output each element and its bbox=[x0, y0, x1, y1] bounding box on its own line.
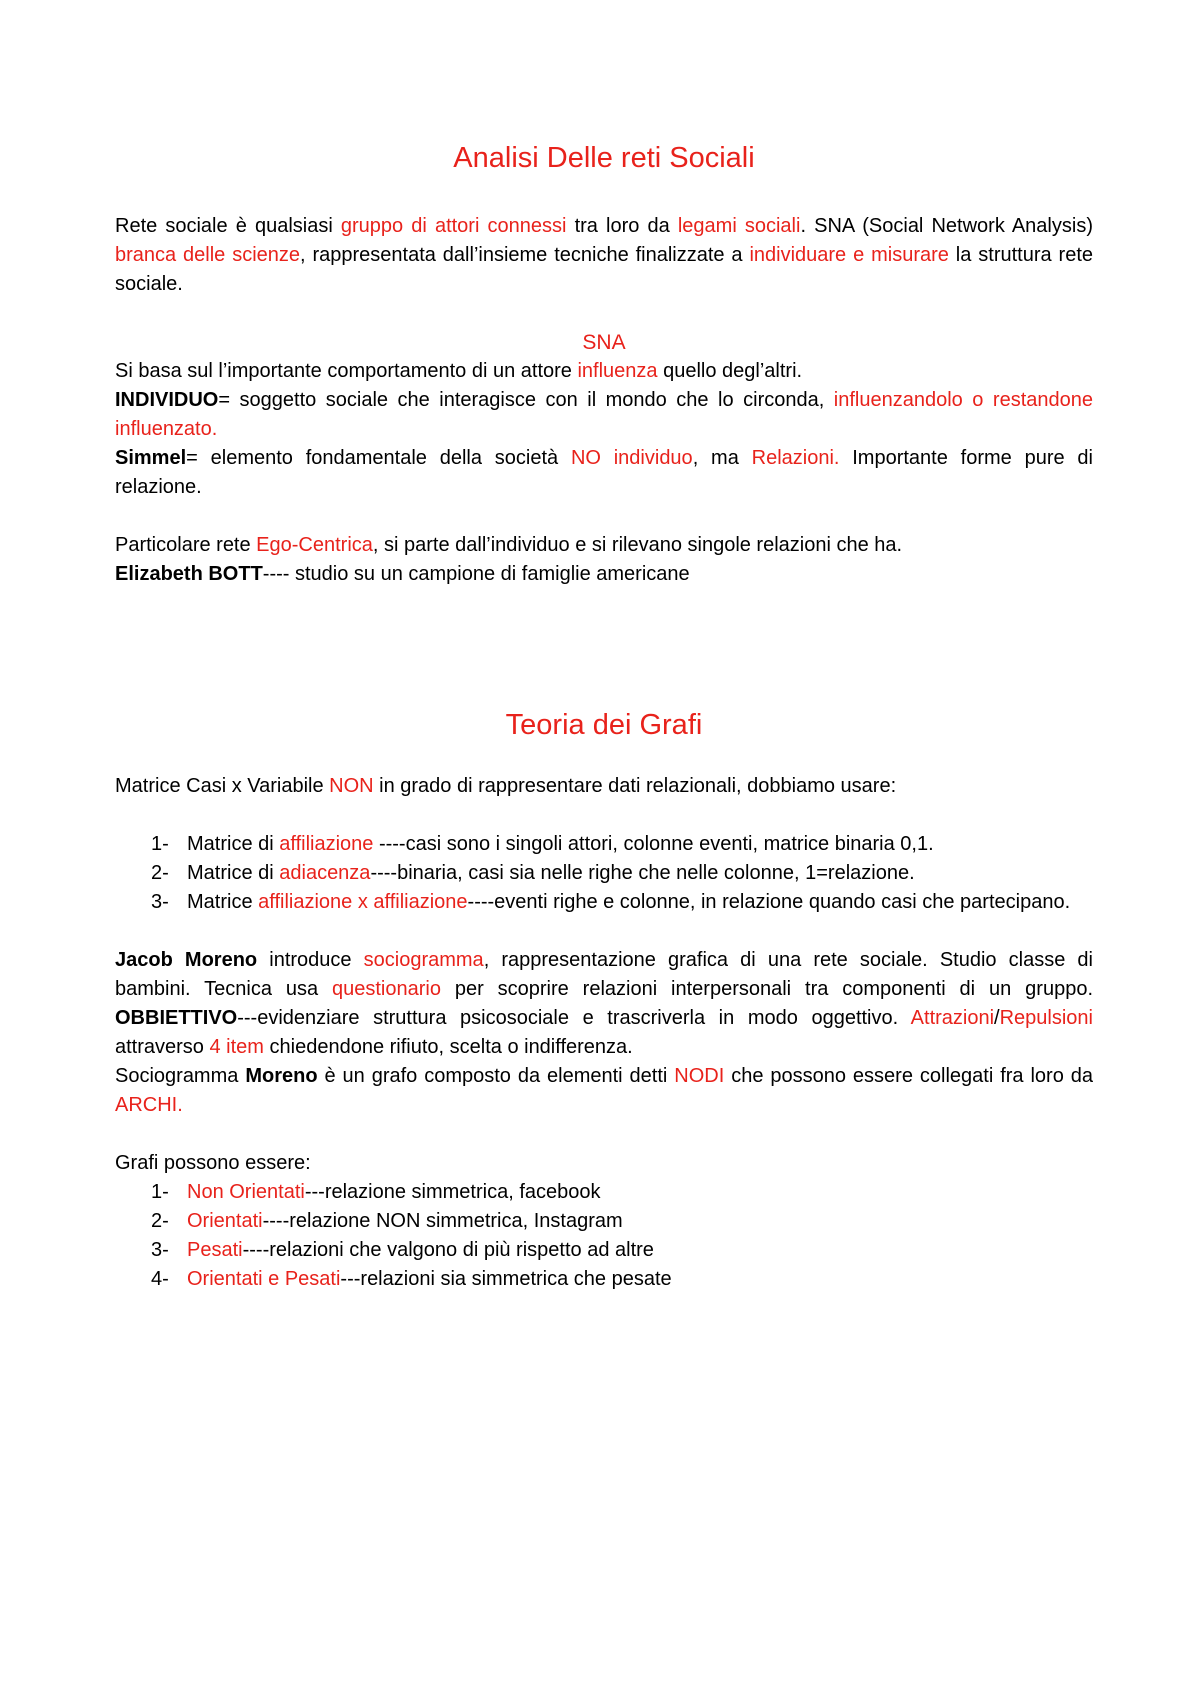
text-run: Particolare rete bbox=[115, 534, 257, 556]
bold-run: Elizabeth BOTT bbox=[115, 563, 263, 585]
bold-run: Jacob Moreno bbox=[115, 949, 258, 971]
text-run: Rete sociale è qualsiasi bbox=[115, 215, 341, 237]
text-run: attraverso bbox=[115, 1036, 210, 1058]
text-run: . SNA (Social Network Analysis) bbox=[800, 215, 1093, 237]
list-item bbox=[115, 1236, 1093, 1265]
highlight-run: Non Orientati bbox=[187, 1181, 305, 1203]
text-run: quello degl’altri. bbox=[657, 360, 803, 382]
list-number: 4- bbox=[151, 1268, 169, 1290]
list-number: 2- bbox=[151, 862, 169, 884]
highlight-run: Attrazioni bbox=[910, 1007, 995, 1029]
highlight-run: NODI bbox=[674, 1065, 725, 1087]
highlight-run: branca delle scienze bbox=[115, 244, 301, 266]
text-run: Matrice Casi x Variabile bbox=[115, 775, 330, 797]
highlight-run: Orientati e Pesati bbox=[187, 1268, 341, 1290]
highlight-run: adiacenza bbox=[279, 862, 371, 884]
text-run: / bbox=[994, 1007, 1000, 1029]
highlight-run: Ego-Centrica bbox=[256, 534, 373, 556]
text-run: ---evidenziare struttura psicosociale e trascriverla in modo oggettivo. bbox=[237, 1007, 911, 1029]
text-run: ---relazioni sia simmetrica che pesate bbox=[340, 1268, 672, 1290]
heading-sna: SNA bbox=[582, 331, 626, 354]
highlight-run: influenza bbox=[577, 360, 658, 382]
matrici-list bbox=[115, 830, 1093, 917]
sna-line-ego-centrica bbox=[115, 531, 1093, 560]
text-run: introduce bbox=[257, 949, 364, 971]
text-run: chiedendone rifiuto, scelta o indifferenza. bbox=[263, 1036, 633, 1058]
text-run: , rappresentata dall’insieme tecniche finalizzate a bbox=[300, 244, 750, 266]
highlight-run: 4 item bbox=[209, 1036, 264, 1058]
highlight-run: legami sociali bbox=[677, 215, 801, 237]
highlight-run: sociogramma bbox=[363, 949, 484, 971]
text-run: per scoprire relazioni interpersonali tra componenti di un gruppo. bbox=[440, 978, 1093, 1000]
highlight-run: NO individuo bbox=[570, 447, 693, 469]
paragraph-rete-sociale bbox=[115, 212, 1093, 299]
text-run: la struttura rete sociale. bbox=[115, 244, 1093, 295]
text-run: ----binaria, casi sia nelle righe che nelle colonne, 1=relazione. bbox=[370, 862, 915, 884]
highlight-run: gruppo di attori connessi bbox=[340, 215, 567, 237]
highlight-run: individuare e misurare bbox=[749, 244, 949, 266]
title-analisi: Analisi Delle reti Sociali bbox=[453, 142, 755, 174]
text-run: ----relazioni che valgono di più rispetto ad altre bbox=[242, 1239, 654, 1261]
list-number: 1- bbox=[151, 1181, 169, 1203]
highlight-run: affiliazione x affiliazione bbox=[258, 891, 468, 913]
text-run: = elemento fondamentale della società bbox=[186, 447, 571, 469]
spacer bbox=[115, 589, 1093, 707]
sna-line-1 bbox=[115, 357, 1093, 386]
spacer bbox=[115, 1120, 1093, 1149]
text-run: Importante forme pure di relazione. bbox=[115, 447, 1093, 498]
text-run: che possono essere collegati fra loro da bbox=[724, 1065, 1093, 1087]
text-run: , ma bbox=[692, 447, 752, 469]
text-run: in grado di rappresentare dati relazionali, dobbiamo usare: bbox=[373, 775, 897, 797]
list-number: 3- bbox=[151, 891, 169, 913]
text-run: ---- studio su un campione di famiglie americane bbox=[262, 563, 690, 585]
list-item bbox=[115, 1207, 1093, 1236]
bold-run: INDIVIDUO bbox=[115, 389, 219, 411]
grafi-list bbox=[115, 1178, 1093, 1294]
highlight-run: Relazioni. bbox=[751, 447, 840, 469]
text-run: ---relazione simmetrica, facebook bbox=[304, 1181, 601, 1203]
spacer bbox=[115, 299, 1093, 328]
list-item bbox=[115, 888, 1093, 917]
highlight-run: NON bbox=[329, 775, 374, 797]
text-run: = soggetto sociale che interagisce con il mondo che lo circonda, bbox=[218, 389, 834, 411]
bold-run: Simmel bbox=[115, 447, 187, 469]
bold-run: OBBIETTIVO bbox=[115, 1007, 238, 1029]
highlight-run: questionario bbox=[331, 978, 441, 1000]
text-run: , si parte dall’individuo e si rilevano singole relazioni che ha. bbox=[372, 534, 903, 556]
paragraph-matrice-intro bbox=[115, 772, 1093, 801]
list-item bbox=[115, 830, 1093, 859]
list-item bbox=[115, 859, 1093, 888]
highlight-run: ARCHI. bbox=[115, 1094, 183, 1116]
text-run: Matrice di bbox=[187, 833, 280, 855]
text-run: ----relazione NON simmetrica, Instagram bbox=[262, 1210, 623, 1232]
list-number: 2- bbox=[151, 1210, 169, 1232]
list-item bbox=[115, 1178, 1093, 1207]
list-item bbox=[115, 1265, 1093, 1294]
text-run: Matrice bbox=[187, 891, 259, 913]
spacer bbox=[115, 917, 1093, 946]
text-run: , rappresentazione grafica di una rete sociale. Studio classe di bambini. Tecnica usa bbox=[115, 949, 1094, 1000]
spacer bbox=[115, 502, 1093, 531]
text-run: ----casi sono i singoli attori, colonne eventi, matrice binaria 0,1. bbox=[373, 833, 934, 855]
sna-line-simmel bbox=[115, 444, 1093, 502]
text-run: Si basa sul l’importante comportamento di un attore bbox=[115, 360, 578, 382]
text-run: ----eventi righe e colonne, in relazione quando casi che partecipano. bbox=[467, 891, 1071, 913]
paragraph-sociogramma bbox=[115, 1062, 1093, 1120]
list-number: 1- bbox=[151, 833, 169, 855]
sna-line-bott bbox=[115, 560, 1093, 589]
highlight-run: Pesati bbox=[187, 1239, 243, 1261]
paragraph-moreno bbox=[115, 946, 1093, 1062]
text-run: Sociogramma bbox=[115, 1065, 246, 1087]
highlight-run: influenzandolo o restandone influenzato. bbox=[115, 389, 1093, 440]
spacer bbox=[115, 801, 1093, 830]
text-run: Matrice di bbox=[187, 862, 280, 884]
text-run: tra loro da bbox=[566, 215, 678, 237]
text-run: è un grafo composto da elementi detti bbox=[317, 1065, 675, 1087]
highlight-run: Orientati bbox=[187, 1210, 263, 1232]
bold-run: Moreno bbox=[245, 1065, 318, 1087]
highlight-run: affiliazione bbox=[279, 833, 374, 855]
sna-line-individuo bbox=[115, 386, 1093, 444]
list-number: 3- bbox=[151, 1239, 169, 1261]
page-content bbox=[115, 140, 1093, 1294]
grafi-intro: Grafi possono essere: bbox=[115, 1152, 311, 1174]
highlight-run: Repulsioni bbox=[999, 1007, 1093, 1029]
title-teoria-grafi: Teoria dei Grafi bbox=[505, 709, 703, 741]
